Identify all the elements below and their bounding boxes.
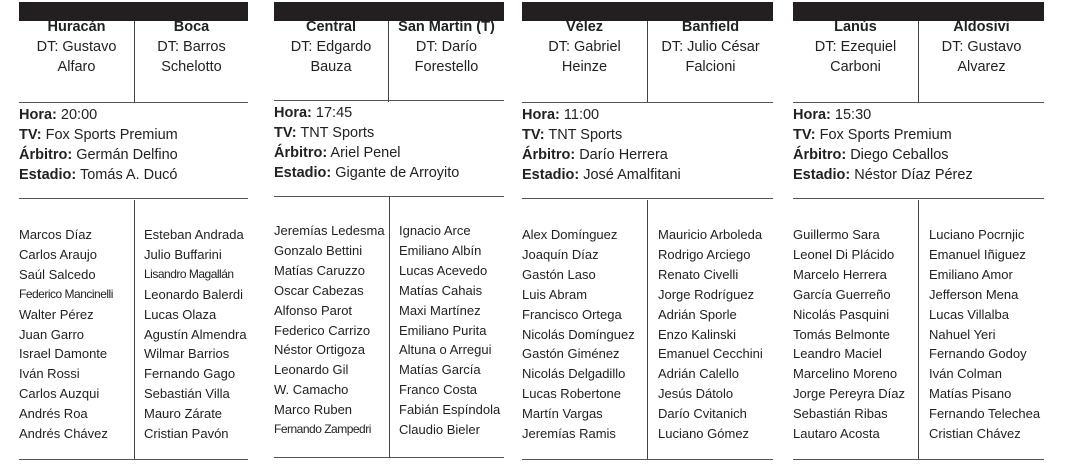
away-lineup <box>658 225 763 444</box>
home-team <box>522 2 647 83</box>
estadio-label: Estadio: <box>793 167 851 183</box>
player: Walter Pérez <box>19 306 94 322</box>
player: Fabián Espíndola <box>399 402 501 418</box>
player: Jesús Dátolo <box>658 386 734 402</box>
player: Ignacio Arce <box>399 223 471 238</box>
player: Mauricio Arboleda <box>658 227 763 242</box>
player: Alfonso Parot <box>274 302 353 318</box>
away-team-name: Aldosivi <box>953 19 1010 35</box>
home-team-name: Huracán <box>47 19 106 35</box>
hora-label: Hora: <box>522 107 560 123</box>
home-team-coach: DT: Gabriel Heinze <box>548 39 621 75</box>
match-card-4 <box>793 2 1044 464</box>
player: Leonardo Balerdi <box>144 286 244 302</box>
estadio-row <box>274 163 504 183</box>
match-info <box>793 105 1044 185</box>
player: Gastón Giménez <box>522 346 620 362</box>
player: Lisandro Magallán <box>144 266 234 281</box>
player: Maxi Martínez <box>399 302 481 318</box>
tv-row <box>274 123 504 143</box>
player: Jefferson Mena <box>929 286 1019 302</box>
player: Francisco Ortega <box>522 306 622 322</box>
player: Claudio Bieler <box>399 422 480 438</box>
player: Enzo Kalinski <box>658 326 737 342</box>
home-lineup <box>522 225 635 444</box>
match-info <box>19 105 248 185</box>
away-team-name: Boca <box>173 19 210 35</box>
estadio-value: Gigante de Arroyito <box>335 165 460 181</box>
player: Cristian Pavón <box>144 426 229 442</box>
player: Sebastián Villa <box>144 386 230 402</box>
player: Agustín Almendra <box>144 326 247 342</box>
away-team <box>389 2 504 83</box>
lineups <box>19 200 248 462</box>
divider <box>274 457 504 458</box>
lineups <box>274 196 504 458</box>
away-team <box>648 2 773 83</box>
player: Lucas Acevedo <box>399 262 488 278</box>
divider <box>19 102 248 103</box>
player: Jeremías Ledesma <box>274 223 385 238</box>
arbitro-row <box>522 145 773 165</box>
player: Fernando Godoy <box>929 346 1027 362</box>
divider <box>793 198 1044 199</box>
player: Fernando Zampedri <box>274 422 371 437</box>
divider <box>19 198 248 199</box>
arbitro-value: Diego Ceballos <box>850 147 949 163</box>
match-card-1 <box>19 2 248 464</box>
player: Joaquín Díaz <box>522 246 599 262</box>
tv-label: TV: <box>522 127 545 143</box>
player: Lucas Olaza <box>144 306 217 322</box>
divider <box>793 459 1044 460</box>
player: Emiliano Amor <box>929 266 1013 282</box>
divider <box>793 102 1044 103</box>
player: Néstor Ortigoza <box>274 342 366 358</box>
home-team-coach: DT: Ezequiel Carboni <box>814 39 897 75</box>
player: Matías Cahais <box>399 282 483 298</box>
tv-label: TV: <box>274 125 297 141</box>
player: Juan Garro <box>19 326 85 342</box>
hora-row <box>274 103 504 123</box>
arbitro-row <box>19 145 248 165</box>
divider <box>522 198 773 199</box>
player: Mauro Zárate <box>144 406 223 422</box>
lineups <box>522 200 773 462</box>
player: Luis Abram <box>522 286 588 302</box>
match-card-2 <box>274 2 504 464</box>
player: Andrés Roa <box>19 406 88 422</box>
hora-value: 20:00 <box>60 107 98 123</box>
player: Matías Pisano <box>929 386 1012 402</box>
estadio-row <box>793 165 1044 185</box>
match-card-3 <box>522 2 773 464</box>
divider <box>522 459 773 460</box>
arbitro-value: Germán Delfino <box>76 147 178 163</box>
player: Wilmar Barrios <box>144 346 230 362</box>
tv-value: Fox Sports Premium <box>819 127 952 143</box>
player: Fernando Telechea <box>929 406 1041 422</box>
player: Renato Civelli <box>658 266 739 282</box>
arbitro-row <box>274 143 504 163</box>
player: Guillermo Sara <box>793 227 880 242</box>
player: Iván Rossi <box>19 366 80 382</box>
player: Luciano Pocrnjic <box>929 227 1025 242</box>
tv-row <box>793 125 1044 145</box>
home-team-coach: DT: Edgardo Bauza <box>290 39 372 75</box>
player: Cristian Chávez <box>929 426 1021 442</box>
home-lineup <box>274 221 385 440</box>
player: Carlos Auzqui <box>19 386 100 402</box>
hora-label: Hora: <box>274 105 312 121</box>
home-team-name: Central <box>306 19 356 35</box>
home-team <box>274 2 388 83</box>
player: Nahuel Yeri <box>929 326 996 342</box>
arbitro-label: Árbitro: <box>793 147 847 163</box>
home-lineup <box>793 225 905 444</box>
home-team-coach: DT: Gustavo Alfaro <box>36 39 117 75</box>
player: Leonardo Gil <box>274 362 349 378</box>
tv-row <box>522 125 773 145</box>
away-team-coach: DT: Julio César Falcioni <box>661 39 760 75</box>
away-team-coach: DT: Darío Forestello <box>414 39 479 75</box>
away-lineup <box>144 225 247 444</box>
hora-label: Hora: <box>793 107 831 123</box>
player: Nicolás Domínguez <box>522 326 635 342</box>
tv-row <box>19 125 248 145</box>
arbitro-label: Árbitro: <box>274 145 328 161</box>
player: Jorge Rodríguez <box>658 286 755 302</box>
divider <box>522 102 773 103</box>
match-info <box>522 105 773 185</box>
player: Marco Ruben <box>274 402 353 418</box>
away-team-coach: DT: Barros Schelotto <box>157 39 226 75</box>
player: Matías Caruzzo <box>274 262 366 278</box>
player: Saúl Salcedo <box>19 266 96 282</box>
player: Luciano Gómez <box>658 426 750 442</box>
lineups <box>793 200 1044 462</box>
divider <box>274 100 504 101</box>
away-team <box>919 2 1044 83</box>
player: Emanuel Iñiguez <box>929 246 1026 262</box>
estadio-value: Néstor Díaz Pérez <box>854 167 973 183</box>
player: Gastón Laso <box>522 266 596 282</box>
arbitro-value: Ariel Penel <box>330 145 401 161</box>
estadio-row <box>19 165 248 185</box>
player: Matías García <box>399 362 481 378</box>
estadio-label: Estadio: <box>522 167 580 183</box>
hora-value: 17:45 <box>315 105 353 121</box>
player: Leandro Maciel <box>793 346 882 362</box>
away-team-name: San Martín (T) <box>398 19 495 35</box>
home-team-name: Lanús <box>834 19 877 35</box>
player: Emiliano Albín <box>399 242 482 258</box>
player: Sebastián Ribas <box>793 406 888 422</box>
player: Tomás Belmonte <box>793 326 890 342</box>
player: Lucas Villalba <box>929 306 1009 322</box>
tv-value: TNT Sports <box>548 127 623 143</box>
home-team-name: Vélez <box>565 19 604 35</box>
player: Alex Domínguez <box>522 227 618 242</box>
player: Federico Mancinelli <box>19 286 113 301</box>
player: W. Camacho <box>274 382 349 398</box>
player: Martín Vargas <box>522 406 603 422</box>
tv-label: TV: <box>19 127 42 143</box>
player: García Guerreño <box>793 286 891 302</box>
player: Emiliano Purita <box>399 322 487 338</box>
arbitro-label: Árbitro: <box>19 147 73 163</box>
player: Adrián Calello <box>658 366 739 382</box>
estadio-value: Tomás A. Ducó <box>79 167 178 183</box>
player: Altuna o Arregui <box>399 342 492 358</box>
player: Marcos Díaz <box>19 227 92 242</box>
estadio-label: Estadio: <box>274 165 332 181</box>
hora-row <box>19 105 248 125</box>
hora-row <box>522 105 773 125</box>
arbitro-row <box>793 145 1044 165</box>
match-info <box>274 103 504 183</box>
away-team <box>135 2 248 83</box>
player: Carlos Araujo <box>19 246 98 262</box>
away-team-name: Banfield <box>681 19 740 35</box>
player: Emanuel Cecchini <box>658 346 763 362</box>
player: Jeremías Ramis <box>522 426 616 442</box>
tv-value: TNT Sports <box>300 125 375 141</box>
away-lineup <box>399 221 500 440</box>
player: Leonel Di Plácido <box>793 246 895 262</box>
player: Fernando Gago <box>144 366 236 382</box>
hora-label: Hora: <box>19 107 57 123</box>
home-team <box>19 2 134 83</box>
arbitro-value: Darío Herrera <box>579 147 668 163</box>
player: Marcelo Herrera <box>793 266 887 282</box>
player: Federico Carrizo <box>274 322 371 338</box>
hora-row <box>793 105 1044 125</box>
player: Andrés Chávez <box>19 426 108 442</box>
player: Israel Damonte <box>19 346 108 362</box>
player: Jorge Pereyra Díaz <box>793 386 905 402</box>
arbitro-label: Árbitro: <box>522 147 576 163</box>
home-lineup <box>19 225 113 444</box>
estadio-value: José Amalfitani <box>583 167 681 183</box>
tv-value: Fox Sports Premium <box>45 127 178 143</box>
estadio-row <box>522 165 773 185</box>
divider <box>19 459 248 460</box>
player: Adrián Sporle <box>658 306 737 322</box>
player: Franco Costa <box>399 382 478 398</box>
player: Iván Colman <box>929 366 1002 382</box>
player: Oscar Cabezas <box>274 282 364 298</box>
player: Darío Cvitanich <box>658 406 747 422</box>
player: Nicolás Delgadillo <box>522 366 626 382</box>
home-team <box>793 2 918 83</box>
player: Gonzalo Bettini <box>274 242 363 258</box>
player: Lucas Robertone <box>522 386 622 402</box>
player: Rodrigo Arciego <box>658 246 751 262</box>
player: Nicolás Pasquini <box>793 306 890 322</box>
player: Marcelino Moreno <box>793 366 898 382</box>
player: Lautaro Acosta <box>793 426 880 442</box>
tv-label: TV: <box>793 127 816 143</box>
player: Esteban Andrada <box>144 227 244 242</box>
away-team-coach: DT: Gustavo Alvarez <box>941 39 1022 75</box>
hora-value: 11:00 <box>563 107 600 123</box>
player: Julio Buffarini <box>144 246 222 262</box>
away-lineup <box>929 225 1040 444</box>
estadio-label: Estadio: <box>19 167 77 183</box>
hora-value: 15:30 <box>834 107 872 123</box>
